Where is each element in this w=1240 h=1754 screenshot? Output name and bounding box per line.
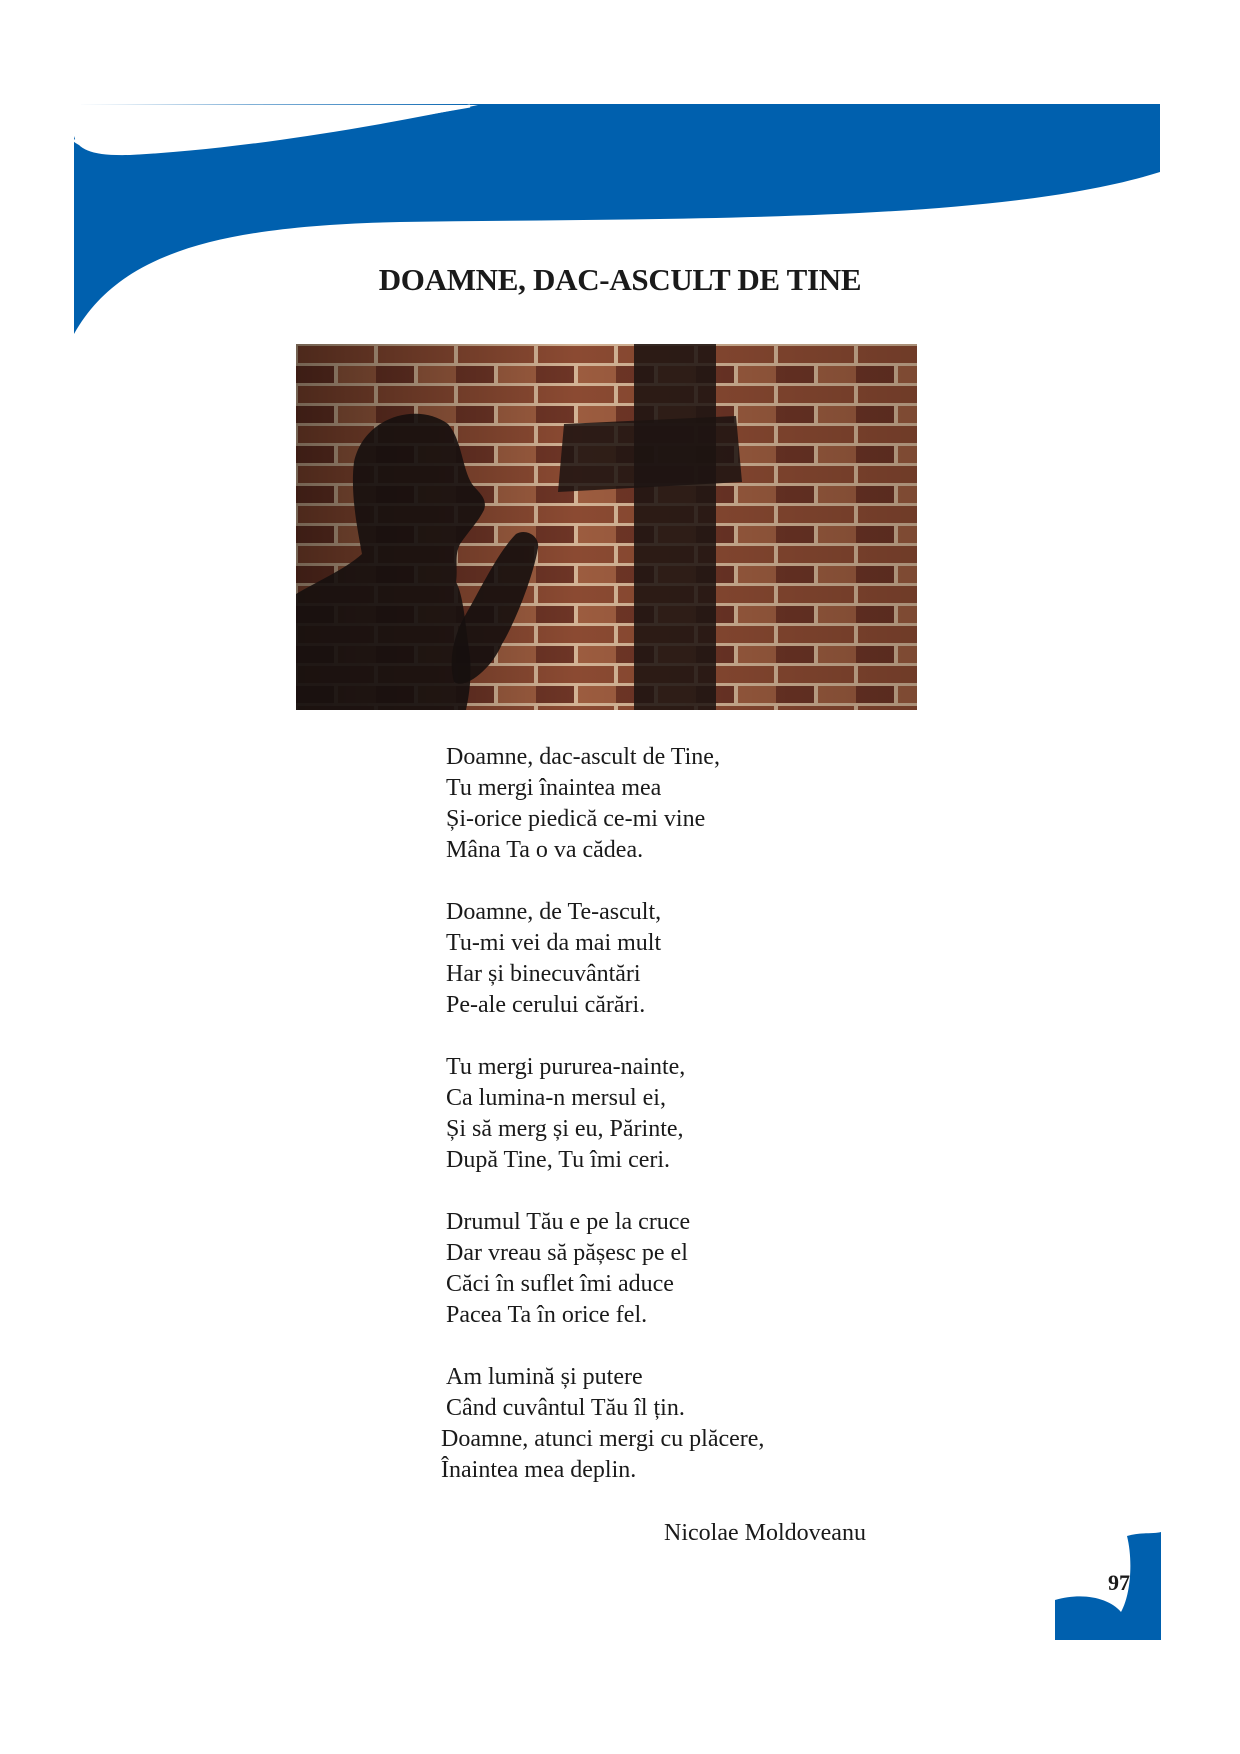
poem-line: Drumul Tău e pe la cruce bbox=[446, 1209, 691, 1235]
poem-line: Ca lumina-n mersul ei, bbox=[446, 1085, 666, 1111]
poem-line: Pacea Ta în orice fel. bbox=[446, 1302, 648, 1328]
poem-line: Tu mergi pururea-nainte, bbox=[446, 1054, 686, 1080]
stanza-3 bbox=[446, 1052, 764, 1176]
poem-line: Doamne, atunci mergi cu plăcere, bbox=[441, 1426, 765, 1452]
poem-line: Și-orice piedică ce-mi vine bbox=[446, 806, 706, 832]
page-number: 97 bbox=[1108, 1570, 1130, 1595]
stanza-4 bbox=[446, 1207, 764, 1331]
poem-line: Mâna Ta o va cădea. bbox=[446, 837, 644, 863]
top-banner-decoration bbox=[0, 0, 1240, 360]
poem-title: DOAMNE, DAC-ASCULT DE TINE bbox=[378, 262, 862, 297]
stanza-5 bbox=[441, 1362, 765, 1486]
poem-line: Înaintea mea deplin. bbox=[441, 1457, 637, 1483]
poem-line: Căci în suflet îmi aduce bbox=[446, 1271, 674, 1297]
praying-silhouette-and-cross-image bbox=[296, 344, 917, 710]
poem-line: Tu mergi înaintea mea bbox=[446, 775, 662, 801]
poem-line: Dar vreau să pășesc pe el bbox=[446, 1240, 688, 1266]
poem-line: Am lumină și putere bbox=[446, 1364, 643, 1390]
poem-line: Doamne, dac-ascult de Tine, bbox=[446, 744, 720, 770]
poem-line: Doamne, de Te-ascult, bbox=[446, 899, 662, 925]
poem-line: După Tine, Tu îmi ceri. bbox=[446, 1147, 671, 1173]
poem-body bbox=[441, 742, 765, 1517]
poem-line: Pe-ale cerului cărări. bbox=[446, 992, 646, 1018]
poem-line: Când cuvântul Tău îl țin. bbox=[446, 1395, 685, 1421]
poem-line: Tu-mi vei da mai mult bbox=[446, 930, 662, 956]
poem-line: Și să merg și eu, Părinte, bbox=[446, 1116, 684, 1142]
poem-author: Nicolae Moldoveanu bbox=[664, 1520, 866, 1546]
poem-line: Har și binecuvântări bbox=[446, 961, 641, 987]
stanza-1 bbox=[446, 742, 764, 866]
stanza-2 bbox=[446, 897, 764, 1021]
